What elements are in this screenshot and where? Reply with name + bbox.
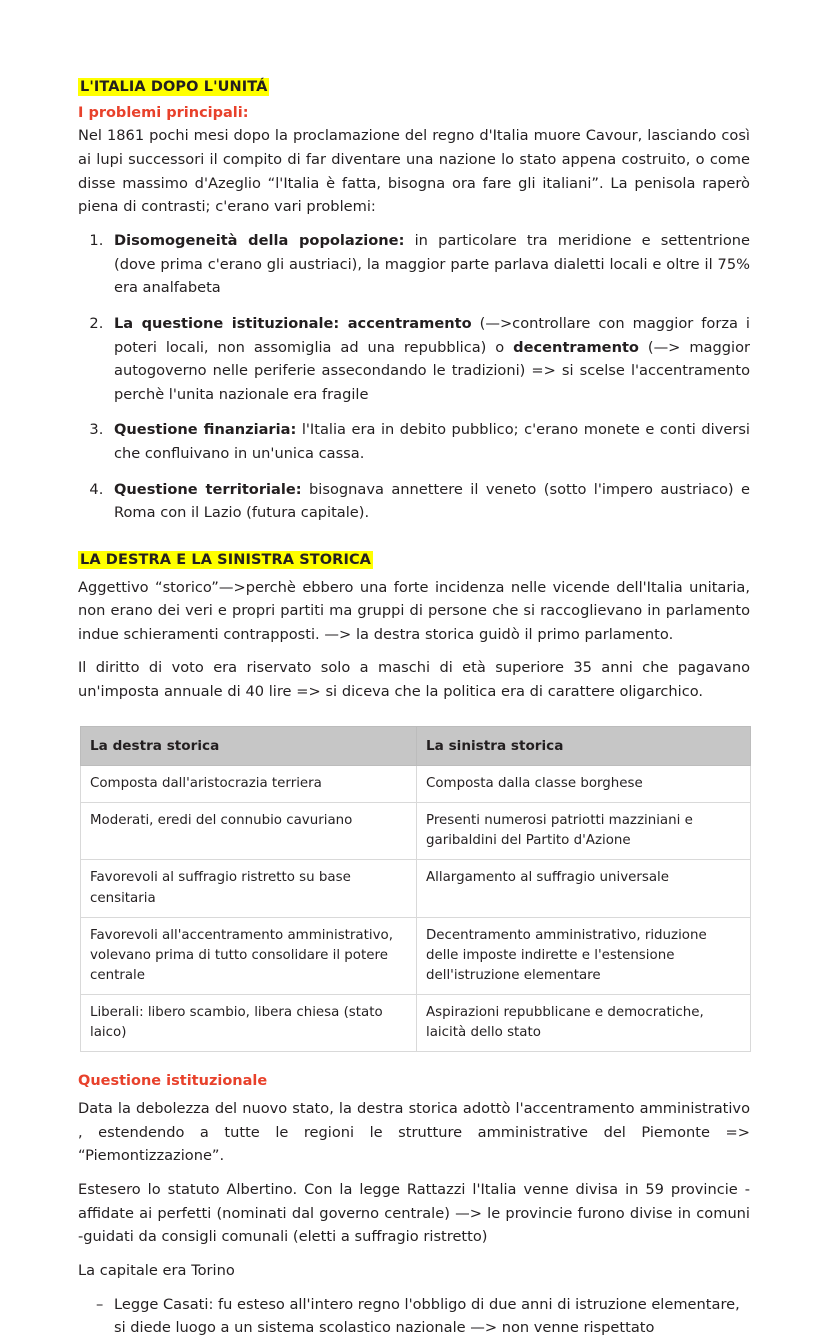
table-cell: Composta dall'aristocrazia terriera [81, 766, 417, 803]
list-item-text: bisognava annettere il veneto (sotto l'impero austriaco) e Roma con il Lazio (futura capitale). [114, 480, 750, 522]
list-item-text: l'Italia era in debito pubblico; c'erano monete e conti diversi che confluivano in un'unica cassa. [114, 421, 750, 463]
table-row [81, 917, 751, 994]
list-item-text: in particolare tra meridione e settentrione (dove prima c'erano gli austriaci), la maggior parte parlava dialetti locali e oltre il 75% era analfabeta [114, 231, 750, 297]
table-cell: Favorevoli all'accentramento amministrativo, volevano prima di tutto consolidare il potere centrale [81, 917, 417, 994]
list-item-lead-secondary: decentramento [513, 338, 639, 356]
section-heading-questione-istituzionale: Questione istituzionale [78, 1073, 268, 1090]
table-cell: Aspirazioni repubblicane e democratiche, laicità dello stato [417, 995, 751, 1052]
legge-casati-list [78, 1293, 750, 1340]
section-heading-highlight: LA DESTRA E LA SINISTRA STORICA [80, 552, 372, 568]
section2-paragraph-2: Il diritto di voto era riservato solo a maschi di età superiore 35 anni che pagavano un'imposta annuale di 40 lire => si diceva che la politica era di carattere oligarchico. [78, 659, 750, 701]
table-cell: Allargamento al suffragio universale [417, 860, 751, 917]
comparison-table [80, 726, 751, 1052]
table-cell: Presenti numerosi patriotti mazziniani e garibaldini del Partito d'Azione [417, 803, 751, 860]
table-row [81, 995, 751, 1052]
dash-bullet-icon: – [96, 1295, 104, 1313]
list-item [96, 1293, 750, 1340]
table-header-row [81, 726, 751, 765]
table-cell: Liberali: libero scambio, libera chiesa (stato laico) [81, 995, 417, 1052]
list-item [108, 312, 750, 407]
section3-paragraph-3: La capitale era Torino [78, 1261, 235, 1279]
list-item [108, 229, 750, 300]
table-header-cell-sinistra: La sinistra storica [417, 726, 751, 765]
table-cell: Decentramento amministrativo, riduzione delle imposte indirette e l'estensione dell'istruzione elementare [417, 917, 751, 994]
list-item-text: Legge Casati: fu esteso all'intero regno l'obbligo di due anni di istruzione elementare, si diede luogo a un sistema scolastico nazionale —> non venne rispettato [114, 1295, 740, 1337]
list-item [108, 478, 750, 525]
subheading-problemi-principali: I problemi principali: [78, 104, 249, 121]
list-item-lead: Disomogeneità della popolazione: [114, 231, 405, 249]
section2-paragraph-1: Aggettivo “storico”—>perchè ebbero una forte incidenza nelle vicende dell'Italia unitaria, non erano dei veri e propri partiti ma gruppi di persone che si raccoglievano in parlamento indue schieramenti contrapposti. —> la destra storica guidò il primo parlamento. [78, 578, 750, 643]
list-item-text: (—>controllare con maggior forza i poteri locali, non assomiglia ad una repubblica) o [114, 314, 750, 356]
problemi-list [78, 229, 750, 525]
list-item-lead: Questione finanziaria: [114, 421, 297, 439]
section-heading-destra-sinistra [78, 551, 750, 570]
table-cell: Composta dalla classe borghese [417, 766, 751, 803]
page-title-highlight: L'ITALIA DOPO L'UNITÁ [80, 79, 268, 95]
list-item-lead: La questione istituzionale: accentramento [114, 314, 472, 332]
intro-paragraph: Nel 1861 pochi mesi dopo la proclamazione del regno d'Italia muore Cavour, lasciando così ai lupi successori il compito di far diventare una nazione lo stato appena costruito, o come disse massimo d'Azeglio “l'Italia è fatta, bisogna ora fare gli italiani”. La penisola raperò piena di contrasti; c'erano vari problemi: [78, 127, 750, 216]
page-title [78, 78, 750, 97]
document-content [78, 78, 750, 1340]
table-header-cell-destra: La destra storica [81, 726, 417, 765]
list-item [108, 418, 750, 465]
section3-paragraph-2: Estesero lo statuto Albertino. Con la legge Rattazzi l'Italia venne divisa in 59 provincie -affidate ai perfetti (nominati dal governo centrale) —> le provincie furono divise in comuni -guidati da consigli comunali (eletti a suffragio ristretto) [78, 1181, 750, 1246]
table-row [81, 766, 751, 803]
list-item-lead: Questione territoriale: [114, 480, 302, 498]
table-row [81, 860, 751, 917]
table-row [81, 803, 751, 860]
list-item-text-secondary: (—> maggior autogoverno nelle periferie assecondando le tradizioni) => si scelse l'accentramento perchè l'unita nazionale era fragile [114, 338, 750, 403]
section3-paragraph-1: Data la debolezza del nuovo stato, la destra storica adottò l'accentramento amministrativo , estendendo a tutte le regioni le strutture amministrative del Piemonte => “Piemontizzazione”. [78, 1100, 750, 1165]
table-cell: Favorevoli al suffragio ristretto su base censitaria [81, 860, 417, 917]
table-cell: Moderati, eredi del connubio cavuriano [81, 803, 417, 860]
